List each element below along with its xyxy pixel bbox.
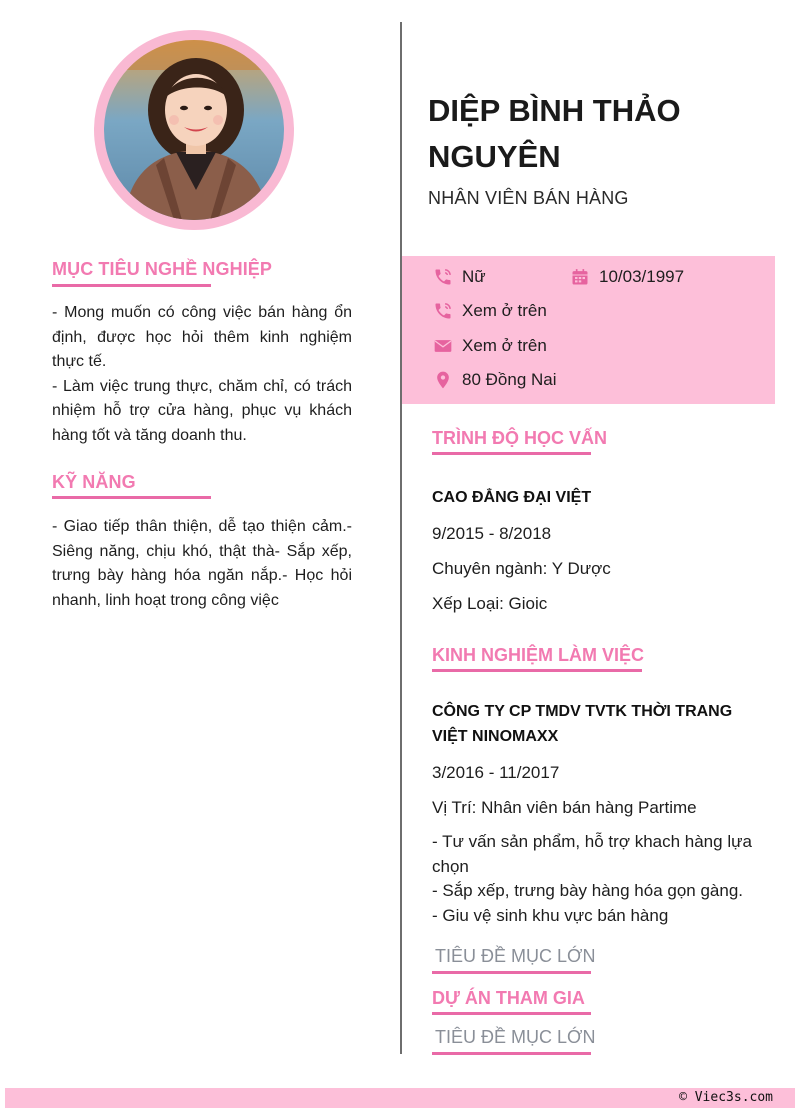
- envelope-icon: [432, 335, 454, 357]
- footer-bar: [5, 1088, 795, 1108]
- contact-phone: [432, 300, 547, 322]
- email-value: Xem ở trên: [462, 336, 547, 355]
- job-title: NHÂN VIÊN BÁN HÀNG: [428, 188, 629, 208]
- experience-period: 3/2016 - 11/2017: [432, 763, 560, 782]
- phone-icon: [432, 300, 454, 322]
- contact-email: [432, 335, 547, 357]
- objective-line: - Mong muốn có công việc bán hàng ổn định, được học hỏi thêm kinh nghiệm thực tế.: [52, 304, 352, 370]
- skills-text: - Giao tiếp thân thiện, dễ tạo thiện cảm.- Siêng năng, chịu khó, thật thà- Sắp xếp, trưng bày hàng hóa ngăn nắp.- Học hỏi nhanh, linh hoạt trong công việc: [52, 518, 352, 609]
- birthdate-value: 10/03/1997: [599, 267, 685, 286]
- education-period: 9/2015 - 8/2018: [432, 524, 552, 543]
- experience-company: CÔNG TY CP TMDV TVTK THỜI TRANG VIỆT NINOMAXX: [432, 703, 733, 745]
- objective-underline: [52, 284, 211, 287]
- education-underline: [432, 452, 591, 455]
- objective-line: - Làm việc trung thực, chăm chỉ, có trách nhiệm hỗ trợ cửa hàng, phục vụ khách hàng tốt và tăng doanh thu.: [52, 377, 352, 444]
- objective-text: [52, 301, 352, 448]
- duty-item: - Giu vệ sinh khu vực bán hàng: [432, 905, 669, 925]
- duty-item: - Sắp xếp, trưng bày hàng hóa gọn gàng.: [432, 881, 743, 900]
- experience-duties: [432, 830, 762, 928]
- footer-copyright[interactable]: © Viec3s.com: [679, 1090, 773, 1105]
- contact-gender: [432, 266, 486, 288]
- placeholder-underline: [432, 971, 591, 974]
- calendar-icon: [569, 266, 591, 288]
- phone-value: Xem ở trên: [462, 301, 547, 320]
- profile-avatar: [94, 30, 294, 230]
- contact-birthdate: [569, 266, 684, 288]
- objective-title: MỤC TIÊU NGHỀ NGHIỆP: [52, 259, 273, 279]
- duty-item: - Tư vấn sản phẩm, hỗ trợ khach hàng lựa chọn: [432, 832, 752, 876]
- placeholder-underline: [432, 1052, 591, 1055]
- placeholder-section-title: TIÊU ĐỀ MỤC LỚN: [435, 1027, 596, 1047]
- skills-underline: [52, 496, 211, 499]
- education-major: Chuyên ngành: Y Dược: [432, 559, 611, 578]
- contact-panel: [402, 256, 775, 404]
- skills-title: KỸ NĂNG: [52, 472, 136, 492]
- experience-position: Vị Trí: Nhân viên bán hàng Partime: [432, 798, 697, 817]
- projects-underline: [432, 1012, 591, 1015]
- projects-title: DỰ ÁN THAM GIA: [432, 988, 585, 1008]
- column-divider: [400, 22, 402, 1054]
- phone-icon: [432, 266, 454, 288]
- avatar-photo: [104, 40, 284, 220]
- full-name: DIỆP BÌNH THẢO NGUYÊN: [428, 93, 681, 174]
- contact-address: [432, 369, 557, 391]
- education-school: CAO ĐẲNG ĐẠI VIỆT: [432, 489, 592, 506]
- experience-underline: [432, 669, 642, 672]
- education-grade: Xếp Loại: Gioic: [432, 594, 548, 613]
- education-title: TRÌNH ĐỘ HỌC VẤN: [432, 428, 607, 448]
- gender-value: Nữ: [462, 267, 486, 286]
- experience-title: KINH NGHIỆM LÀM VIỆC: [432, 645, 645, 665]
- address-value: 80 Đồng Nai: [462, 370, 557, 389]
- map-pin-icon: [432, 369, 454, 391]
- placeholder-section-title: TIÊU ĐỀ MỤC LỚN: [435, 946, 596, 966]
